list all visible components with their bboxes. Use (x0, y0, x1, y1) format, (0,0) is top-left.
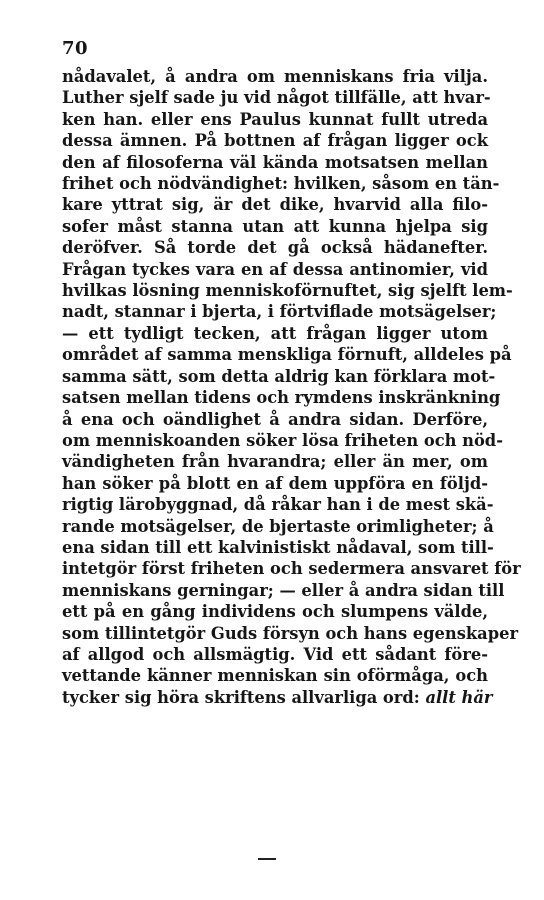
text-line: ett på en gång individens och slumpens välde, (62, 602, 488, 622)
text-line: sofer måst stanna utan att kunna hjelpa sig (62, 216, 488, 236)
text-line: samma sätt, som detta aldrig kan förklara mot- (62, 366, 496, 386)
text-line: frihet och nödvändighet: hvilken, såsom en tän- (62, 174, 500, 194)
text-line: nådavalet, å andra om menniskans fria vilja. (62, 67, 488, 86)
text-line: nadt, stannar i bjerta, i förtviflade motsägelser; (62, 302, 497, 322)
text-line: kare yttrat sig, är det dike, hvarvid alla filo- (62, 195, 488, 215)
text-line: intetgör först friheten och sedermera ansvaret för (62, 559, 521, 579)
text-line: — ett tydligt tecken, att frågan ligger utom (62, 323, 488, 343)
body-text (62, 66, 521, 708)
text-line: den af filosoferna väl kända motsatsen mellan (62, 152, 488, 172)
last-line-text: tycker sig höra skriftens allvarliga ord: (62, 687, 420, 707)
footer-mark (258, 858, 276, 860)
text-line: rande motsägelser, de bjertaste orimligheter; å (62, 516, 494, 536)
text-line: dessa ämnen. På bottnen af frågan ligger ock (62, 131, 488, 151)
text-line: deröfver. Så torde det gå också hädanefter. (62, 238, 488, 258)
text-line: ena sidan till ett kalvinistiskt nådaval, som till- (62, 537, 494, 557)
text-line: satsen mellan tidens och rymdens inskränkning (62, 388, 501, 408)
page-number: 70 (62, 38, 89, 59)
text-line: ken han. eller ens Paulus kunnat fullt utreda (62, 109, 488, 129)
text-line: Frågan tyckes vara en af dessa antinomier, vid (62, 259, 488, 279)
text-line: å ena och oändlighet å andra sidan. Derföre, (62, 409, 488, 429)
text-line: vändigheten från hvarandra; eller än mer, om (62, 452, 488, 472)
text-line: vettande känner menniskan sin oförmåga, och (62, 666, 488, 686)
text-line: området af samma menskliga förnuft, alldeles på (62, 345, 512, 365)
text-line: Luther sjelf sade ju vid något tillfälle, att hvar- (62, 88, 491, 108)
text-line: menniskans gerningar; — eller å andra sidan till (62, 580, 505, 600)
text-line: hvilkas lösning menniskoförnuftet, sig sjelft lem- (62, 281, 513, 301)
text-line-last (62, 687, 493, 708)
text-line: af allgod och allsmägtig. Vid ett sådant före- (62, 644, 488, 664)
text-line: rigtig lärobyggnad, då råkar han i de mest skä- (62, 495, 494, 515)
text-line: som tillintetgör Guds försyn och hans egenskaper (62, 623, 519, 643)
italic-emphasis: allt här (425, 687, 493, 707)
text-line: han söker på blott en af dem uppföra en följd- (62, 473, 488, 493)
text-line: om menniskoanden söker lösa friheten och nöd- (62, 430, 503, 450)
